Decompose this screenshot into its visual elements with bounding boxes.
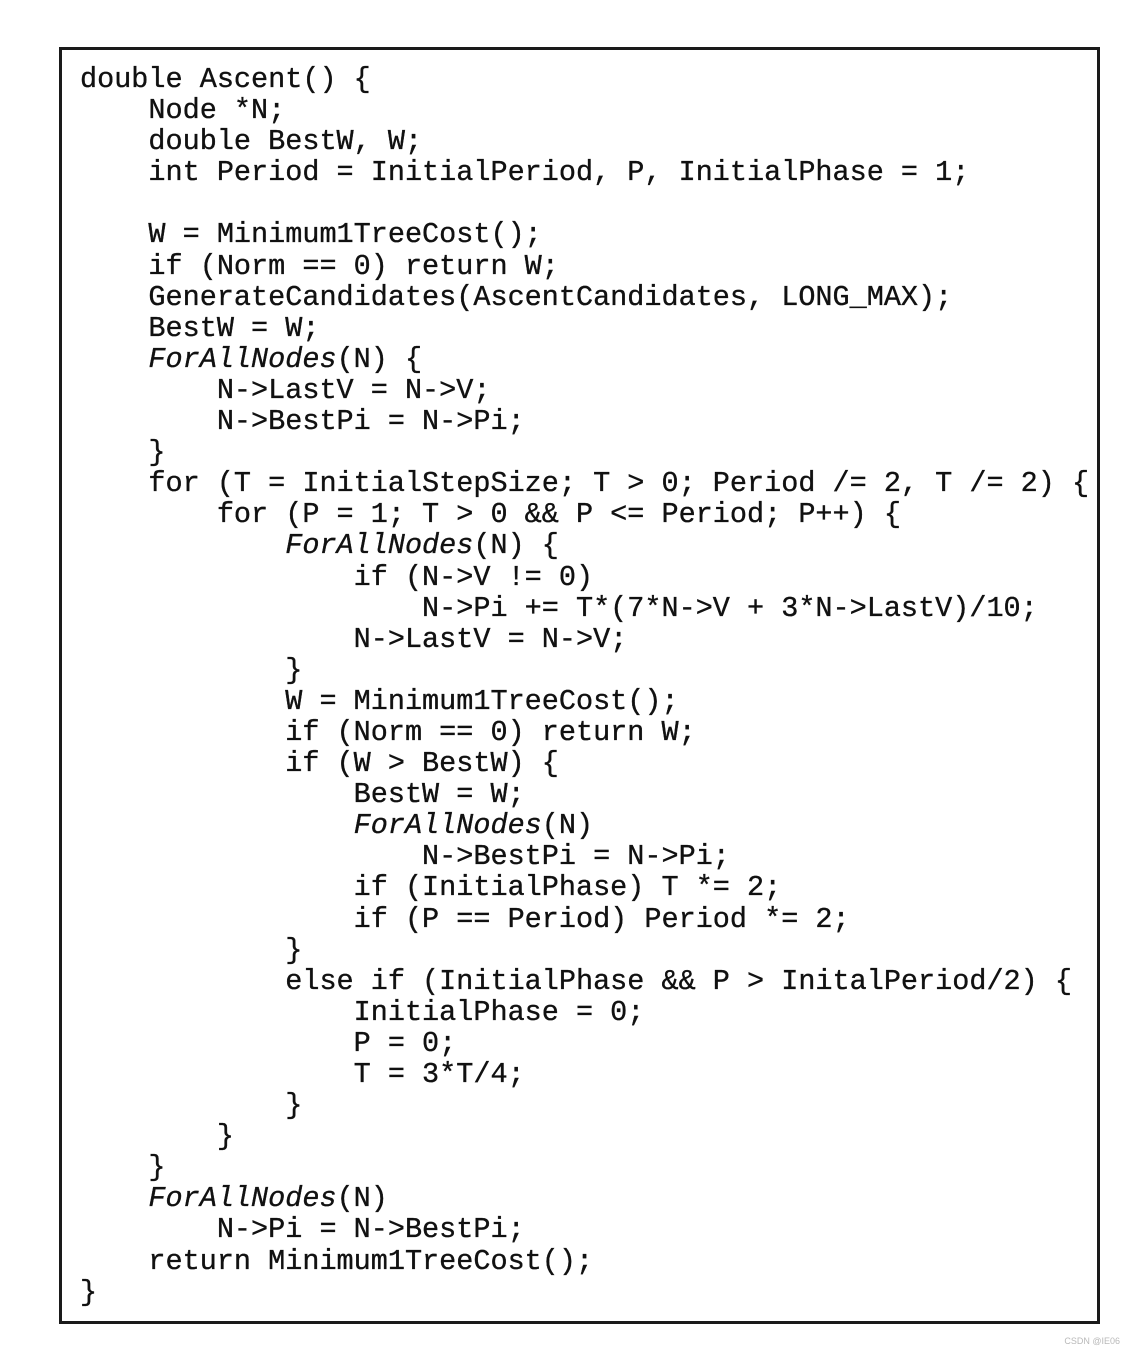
code-text: int Period = InitialPeriod, P, InitialPhase = 1; [80, 156, 970, 190]
code-line [80, 1028, 1089, 1059]
code-line [80, 375, 1089, 406]
code-text: N->BestPi = N->Pi; [80, 840, 730, 874]
code-text: InitialPhase = 0; [80, 995, 645, 1029]
code-text: BestW = W; [80, 311, 320, 345]
code-text: if (P == Period) Period *= 2; [80, 902, 850, 936]
code-text: if (Norm == 0) return W; [80, 715, 696, 749]
code-text: } [80, 1151, 166, 1185]
code-line [80, 997, 1089, 1028]
code-text: N->Pi += T*(7*N->V + 3*N->LastV)/10; [80, 591, 1038, 625]
code-text: else if (InitialPhase && P > InitalPeriod/2) { [80, 964, 1072, 998]
code-line [80, 126, 1089, 157]
code-line [80, 95, 1089, 126]
code-macro-keyword: ForAllNodes [148, 342, 337, 376]
code-line [80, 904, 1089, 935]
code-line [80, 344, 1089, 375]
code-line [80, 841, 1089, 872]
code-line [80, 1246, 1089, 1277]
code-macro-keyword: ForAllNodes [148, 1182, 337, 1216]
code-text [80, 809, 354, 842]
code-line [80, 748, 1089, 779]
code-text: return Minimum1TreeCost(); [80, 1244, 594, 1278]
code-line [80, 313, 1089, 344]
code-text: T = 3*T/4; [80, 1058, 525, 1091]
code-line [80, 1090, 1089, 1121]
code-text: (N) [336, 1182, 388, 1216]
code-line [80, 499, 1089, 530]
code-text: N->LastV = N->V; [80, 622, 628, 656]
code-text: } [80, 1275, 98, 1309]
code-line [80, 779, 1089, 810]
code-line [80, 655, 1089, 686]
code-text [80, 1182, 148, 1215]
code-line [80, 530, 1089, 561]
code-text: } [80, 1089, 303, 1123]
code-line [80, 1214, 1089, 1245]
code-line [80, 157, 1089, 188]
code-line [80, 1277, 1089, 1308]
code-text: P = 0; [80, 1026, 457, 1060]
code-text: } [80, 653, 303, 687]
code-text: N->LastV = N->V; [80, 373, 491, 407]
code-text: W = Minimum1TreeCost(); [80, 218, 542, 252]
code-line [80, 188, 1089, 219]
code-text: N->BestPi = N->Pi; [80, 405, 525, 439]
code-text: Node *N; [80, 94, 286, 128]
code-line [80, 872, 1089, 903]
code-line [80, 468, 1089, 499]
code-text: (N) [541, 809, 594, 843]
code-line [80, 437, 1089, 468]
code-line [80, 251, 1089, 282]
code-text: } [80, 1120, 234, 1154]
code-line [80, 219, 1089, 250]
code-macro-keyword: ForAllNodes [353, 809, 542, 843]
code-text: N->Pi = N->BestPi; [80, 1213, 525, 1247]
code-line [80, 1183, 1089, 1214]
code-text [80, 343, 148, 376]
code-line [80, 593, 1089, 624]
code-text: if (InitialPhase) T *= 2; [80, 871, 782, 905]
code-line [80, 686, 1089, 717]
code-line [80, 717, 1089, 748]
code-line [80, 624, 1089, 655]
code-text: (N) { [473, 529, 559, 563]
code-macro-keyword: ForAllNodes [285, 529, 474, 563]
code-text: if (N->V != 0) [80, 560, 594, 594]
code-line [80, 64, 1089, 95]
code-text: (N) { [336, 342, 423, 376]
code-text: if (Norm == 0) return W; [80, 249, 559, 283]
code-text [80, 529, 285, 562]
code-text: for (T = InitialStepSize; T > 0; Period /= 2, T /= 2) { [80, 467, 1090, 501]
code-text: if (W > BestW) { [80, 747, 559, 781]
code-line [80, 562, 1089, 593]
code-listing [80, 64, 1089, 1308]
code-text: GenerateCandidates(AscentCandidates, LONG_MAX); [80, 280, 953, 314]
code-line [80, 810, 1089, 841]
code-text: BestW = W; [80, 778, 525, 812]
code-text: double BestW, W; [80, 125, 423, 159]
code-line [80, 935, 1089, 966]
code-line [80, 406, 1089, 437]
code-text: } [80, 436, 166, 470]
code-line [80, 966, 1089, 997]
code-line [80, 1121, 1089, 1152]
code-text: } [80, 933, 303, 967]
code-line [80, 282, 1089, 313]
code-text: W = Minimum1TreeCost(); [80, 684, 679, 718]
code-line [80, 1152, 1089, 1183]
code-line [80, 1059, 1089, 1090]
watermark: CSDN @IE06 [1064, 1336, 1120, 1346]
code-text: double Ascent() { [80, 63, 371, 96]
code-text: for (P = 1; T > 0 && P <= Period; P++) { [80, 498, 901, 532]
